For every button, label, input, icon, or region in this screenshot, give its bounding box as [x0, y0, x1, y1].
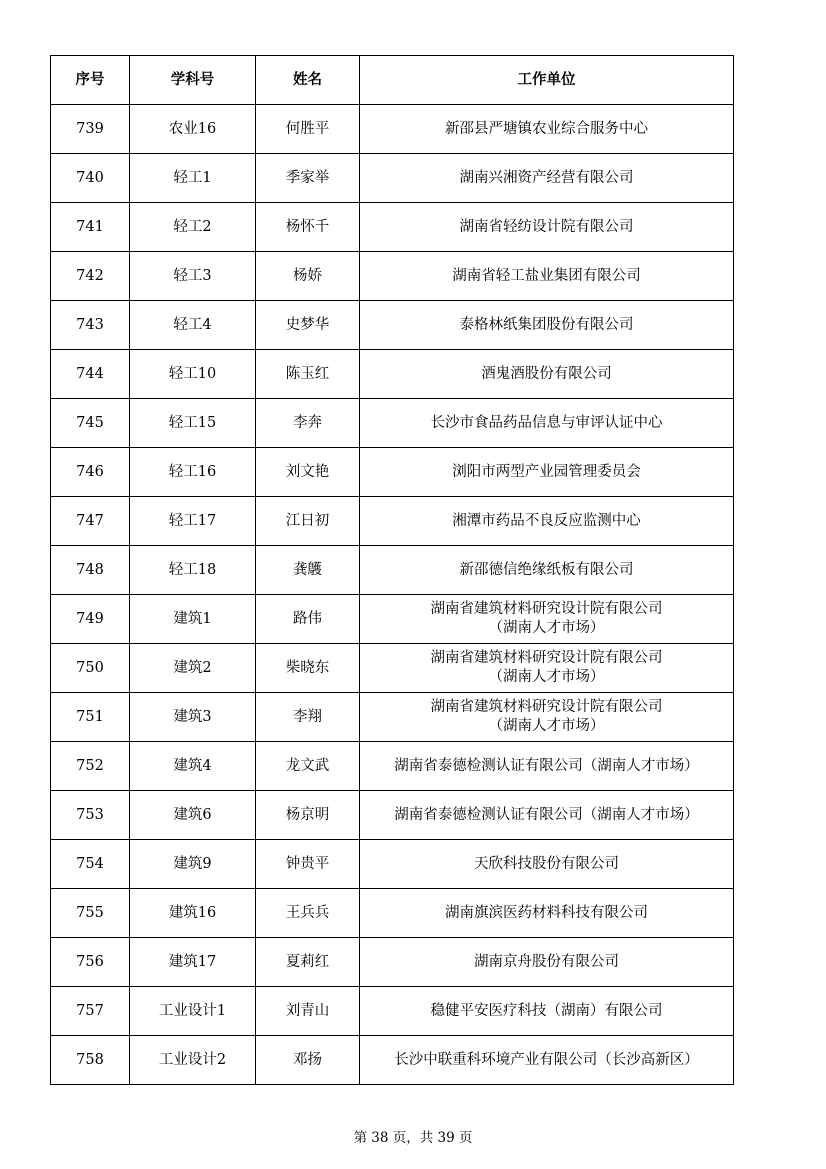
- work-unit-line: 湖南省建筑材料研究设计院有限公司: [430, 650, 663, 666]
- work-unit-cell: [360, 987, 734, 1036]
- work-unit-line: 长沙市食品药品信息与审评认证中心: [430, 414, 663, 431]
- subject-code-cell: 建筑9: [130, 840, 256, 889]
- name-cell: 陈玉红: [256, 350, 360, 399]
- subject-code-cell: 轻工3: [130, 252, 256, 301]
- table-body: [51, 105, 734, 1085]
- serial-number-cell: 742: [51, 252, 130, 301]
- table-row: [51, 595, 734, 644]
- subject-code-cell: 轻工18: [130, 546, 256, 595]
- name-cell: 季家举: [256, 154, 360, 203]
- work-unit-line: 湖南省建筑材料研究设计院有限公司: [430, 601, 663, 617]
- table-row: [51, 791, 734, 840]
- subject-code-cell: 工业设计2: [130, 1036, 256, 1085]
- serial-number-cell: 758: [51, 1036, 130, 1085]
- name-cell: 刘青山: [256, 987, 360, 1036]
- table-row: [51, 840, 734, 889]
- subject-code-cell: 建筑1: [130, 595, 256, 644]
- header-row: [51, 56, 734, 105]
- table-row: [51, 203, 734, 252]
- serial-number-cell: 740: [51, 154, 130, 203]
- serial-number-cell: 739: [51, 105, 130, 154]
- work-unit-line: 泰格林纸集团股份有限公司: [459, 316, 634, 333]
- work-unit-line: 湖南省轻纺设计院有限公司: [459, 218, 634, 235]
- work-unit-cell: [360, 105, 734, 154]
- work-unit-cell: [360, 546, 734, 595]
- subject-code-cell: 建筑4: [130, 742, 256, 791]
- table-row: [51, 644, 734, 693]
- table-header: [51, 56, 734, 105]
- serial-number-cell: 744: [51, 350, 130, 399]
- table-row: [51, 693, 734, 742]
- serial-number-cell: 751: [51, 693, 130, 742]
- work-unit-line: 新邵县严塘镇农业综合服务中心: [445, 120, 648, 137]
- serial-number-cell: 754: [51, 840, 130, 889]
- header-subject-code: 学科号: [130, 56, 256, 105]
- table-row: [51, 497, 734, 546]
- name-cell: 夏莉红: [256, 938, 360, 987]
- subject-code-cell: 农业16: [130, 105, 256, 154]
- work-unit-cell: [360, 840, 734, 889]
- serial-number-cell: 752: [51, 742, 130, 791]
- table-row: [51, 889, 734, 938]
- work-unit-cell: [360, 154, 734, 203]
- table-row: [51, 105, 734, 154]
- subject-code-cell: 轻工4: [130, 301, 256, 350]
- work-unit-cell: [360, 693, 734, 742]
- serial-number-cell: 749: [51, 595, 130, 644]
- subject-code-cell: 轻工10: [130, 350, 256, 399]
- work-unit-line: 湖南兴湘资产经营有限公司: [459, 169, 634, 186]
- name-cell: 杨娇: [256, 252, 360, 301]
- roster-table: [50, 55, 734, 1085]
- serial-number-cell: 757: [51, 987, 130, 1036]
- header-name: 姓名: [256, 56, 360, 105]
- name-cell: 史梦华: [256, 301, 360, 350]
- subject-code-cell: 轻工15: [130, 399, 256, 448]
- serial-number-cell: 753: [51, 791, 130, 840]
- name-cell: 王兵兵: [256, 889, 360, 938]
- name-cell: 李翔: [256, 693, 360, 742]
- table-row: [51, 399, 734, 448]
- serial-number-cell: 745: [51, 399, 130, 448]
- work-unit-line: 稳健平安医疗科技（湖南）有限公司: [430, 1002, 663, 1019]
- subject-code-cell: 建筑16: [130, 889, 256, 938]
- name-cell: 杨怀千: [256, 203, 360, 252]
- table-row: [51, 938, 734, 987]
- name-cell: 杨京明: [256, 791, 360, 840]
- serial-number-cell: 743: [51, 301, 130, 350]
- work-unit-cell: [360, 595, 734, 644]
- work-unit-line: （湖南人才市场）: [488, 669, 605, 685]
- name-cell: 邓扬: [256, 1036, 360, 1085]
- work-unit-line: 湘潭市药品不良反应监测中心: [452, 512, 641, 529]
- subject-code-cell: 建筑3: [130, 693, 256, 742]
- work-unit-cell: [360, 252, 734, 301]
- work-unit-line: 湖南省轻工盐业集团有限公司: [452, 267, 641, 284]
- name-cell: 钟贵平: [256, 840, 360, 889]
- serial-number-cell: 741: [51, 203, 130, 252]
- work-unit-cell: [360, 1036, 734, 1085]
- work-unit-line: 湖南省建筑材料研究设计院有限公司: [430, 699, 663, 715]
- subject-code-cell: 轻工17: [130, 497, 256, 546]
- work-unit-cell: [360, 791, 734, 840]
- table-row: [51, 154, 734, 203]
- table-row: [51, 448, 734, 497]
- table-row: [51, 987, 734, 1036]
- work-unit-line: 湖南旗滨医药材料科技有限公司: [445, 904, 648, 921]
- work-unit-cell: [360, 889, 734, 938]
- header-serial-number: 序号: [51, 56, 130, 105]
- subject-code-cell: 轻工1: [130, 154, 256, 203]
- name-cell: 江日初: [256, 497, 360, 546]
- work-unit-line: （湖南人才市场）: [488, 620, 605, 636]
- work-unit-line: 湖南省泰德检测认证有限公司（湖南人才市场）: [394, 757, 699, 774]
- serial-number-cell: 750: [51, 644, 130, 693]
- table-row: [51, 742, 734, 791]
- table-row: [51, 1036, 734, 1085]
- subject-code-cell: 轻工16: [130, 448, 256, 497]
- serial-number-cell: 746: [51, 448, 130, 497]
- serial-number-cell: 756: [51, 938, 130, 987]
- subject-code-cell: 建筑6: [130, 791, 256, 840]
- work-unit-line: 浏阳市两型产业园管理委员会: [452, 463, 641, 480]
- name-cell: 龚鸌: [256, 546, 360, 595]
- work-unit-cell: [360, 742, 734, 791]
- subject-code-cell: 建筑17: [130, 938, 256, 987]
- name-cell: 柴晓东: [256, 644, 360, 693]
- name-cell: 何胜平: [256, 105, 360, 154]
- name-cell: 李奔: [256, 399, 360, 448]
- table-row: [51, 546, 734, 595]
- page-footer: 第 38 页，共 39 页: [353, 1130, 473, 1146]
- work-unit-cell: [360, 497, 734, 546]
- serial-number-cell: 747: [51, 497, 130, 546]
- work-unit-line: 湖南省泰德检测认证有限公司（湖南人才市场）: [394, 806, 699, 823]
- header-work-unit: 工作单位: [360, 56, 734, 105]
- subject-code-cell: 轻工2: [130, 203, 256, 252]
- work-unit-cell: [360, 350, 734, 399]
- serial-number-cell: 755: [51, 889, 130, 938]
- work-unit-cell: [360, 938, 734, 987]
- subject-code-cell: 建筑2: [130, 644, 256, 693]
- name-cell: 龙文武: [256, 742, 360, 791]
- work-unit-line: （湖南人才市场）: [488, 718, 605, 734]
- work-unit-cell: [360, 644, 734, 693]
- work-unit-cell: [360, 448, 734, 497]
- work-unit-line: 天欣科技股份有限公司: [474, 855, 619, 872]
- table-row: [51, 252, 734, 301]
- work-unit-cell: [360, 399, 734, 448]
- subject-code-cell: 工业设计1: [130, 987, 256, 1036]
- work-unit-line: 湖南京舟股份有限公司: [474, 953, 619, 970]
- table-row: [51, 301, 734, 350]
- work-unit-cell: [360, 203, 734, 252]
- name-cell: 路伟: [256, 595, 360, 644]
- serial-number-cell: 748: [51, 546, 130, 595]
- table-row: [51, 350, 734, 399]
- name-cell: 刘文艳: [256, 448, 360, 497]
- work-unit-cell: [360, 301, 734, 350]
- work-unit-line: 酒鬼酒股份有限公司: [481, 365, 612, 382]
- work-unit-line: 长沙中联重科环境产业有限公司（长沙高新区）: [394, 1051, 699, 1068]
- work-unit-line: 新邵德信绝缘纸板有限公司: [459, 561, 634, 578]
